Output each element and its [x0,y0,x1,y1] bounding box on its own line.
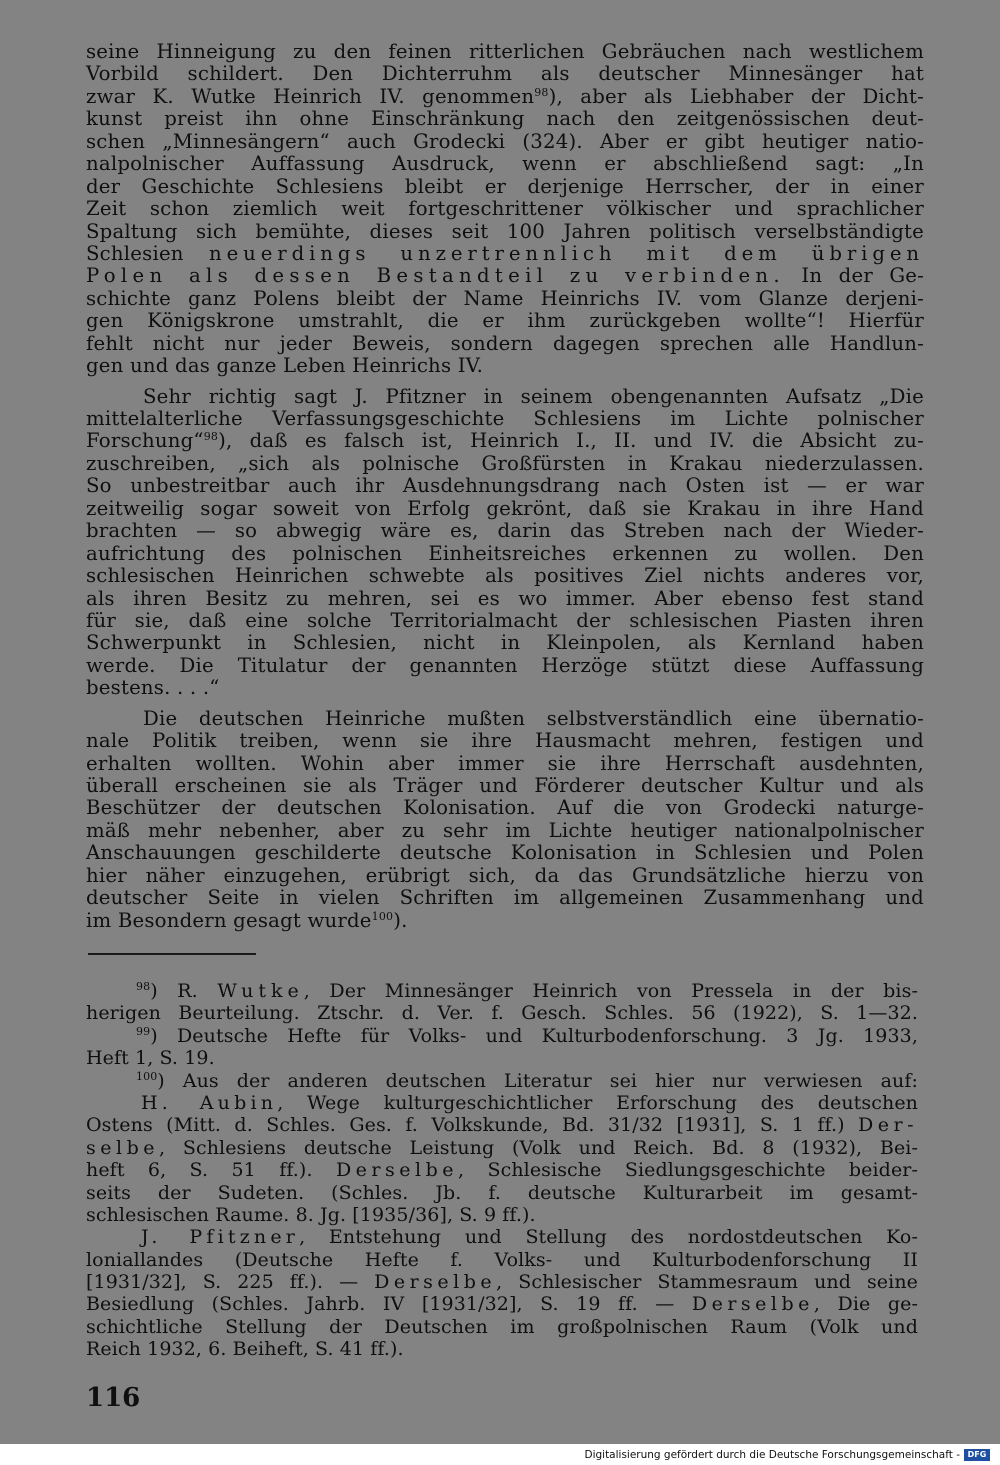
text-line: fehlt nicht nur jeder Beweis, sondern dagegen sprechen alle Handlun- [86,331,924,355]
footnote-line: loniallandes (Deutsche Hefte f. Volks- und Kulturbodenforschung II [86,1248,918,1271]
text-line: Sehr richtig sagt J. Pfitzner in seinem obengenannten Aufsatz „Die [143,384,924,408]
text-line: zwar K. Wutke Heinrich IV. genommen$^{98}$), aber als Liebhaber der Dicht- [86,84,924,108]
footnote-line: schlesischen Raume. 8. Jg. [1935/36], S. 9 ff.). [86,1203,536,1226]
footnote-line: herigen Beurteilung. Ztschr. d. Ver. f. Gesch. Schles. 56 (1922), S. 1—32. [86,1002,918,1025]
text-line: Beschützer der deutschen Kolonisation. Auf die von Grodecki naturge- [86,796,924,820]
footnote-line: seits der Sudeten. (Schles. Jb. f. deutsche Kulturarbeit im gesamt- [86,1181,918,1204]
dfg-logo[interactable]: DFG [964,1449,990,1461]
footnote-line: J. Pfitzner, Entstehung und Stellung des nordostdeutschen Ko- [141,1226,918,1249]
text-line: Forschung“$^{98}$), daß es falsch ist, Heinrich I., II. und IV. die Absicht zu- [86,429,924,453]
footnote-line: heft 6, S. 51 ff.). Derselbe, Schlesische Siedlungsgeschichte beider- [86,1159,918,1182]
page-number: 116 [86,1383,141,1413]
text-line: hier näher einzugehen, erübrigt sich, da das Grundsätzliche hierzu von [86,863,924,887]
text-line: kunst preist ihn ohne Einschränkung nach den zeitgenössischen deut- [86,107,924,131]
footnote-line: Heft 1, S. 19. [86,1047,215,1070]
footnote-line: Besiedlung (Schles. Jahrb. IV [1931/32], S. 19 ff. — Derselbe, Die ge- [86,1293,918,1316]
text-line: bestens. . . .“ [86,676,220,700]
text-line: Schlesien neuerdings unzertrennlich mit dem übrigen [86,241,924,265]
text-line: schlesischen Heinrichen schwebte als positives Ziel nichts anderes vor, [86,564,924,588]
footnote-99: $^{99}$) Deutsche Hefte für Volks- und Kulturbodenforschung. 3 Jg. 1933, [136,1024,918,1047]
text-line: Schwerpunkt in Schlesien, nicht in Kleinpolen, als Kernland haben [86,631,924,655]
spaced-emphasis: neuerdings unzertrennlich mit dem übrigen [209,241,924,265]
text-line: Spaltung sich bemühte, dieses seit 100 Jahren politisch verselbständigte [86,219,924,243]
text-line: seine Hinneigung zu den feinen ritterlichen Gebräuchen nach westlichem [86,40,924,63]
text-line: für sie, daß eine solche Territorialmacht der schlesischen Piasten ihren [86,608,924,632]
text-line: schen „Minnesängern“ auch Grodecki (324). Aber er gibt heutiger natio- [86,129,924,153]
text-line: Anschauungen geschilderte deutsche Kolonisation in Schlesien und Polen [86,841,924,865]
footnote-98: $^{98}$) R. Wutke, Der Minnesänger Heinrich von Pressela in der bis- [136,980,918,1002]
text-line: überall erscheinen sie als Träger und Förderer deutscher Kultur und als [86,774,924,797]
spaced-emphasis: Polen als dessen Bestandteil zu verbinden. [86,264,785,288]
text-line: So unbestreitbar auch ihr Ausdehnungsdrang nach Osten ist — er war [86,474,924,498]
text-line: werde. Die Titulatur der genannten Herzöge stützt diese Auffassung [86,653,924,677]
text-line: aufrichtung des polnischen Einheitsreiches erkennen zu wollen. Den [86,541,924,565]
text-line: Polen als dessen Bestandteil zu verbinden. In der Ge- [86,264,924,288]
footnote-line: [1931/32], S. 225 ff.). — Derselbe, Schlesischer Stammesraum und seine [86,1271,918,1294]
footnote-ref-98[interactable]: 98 [203,430,219,444]
text-line: nale Politik treiben, wenn sie ihre Hausmacht mehren, festigen und [86,729,924,753]
text-line: schichte ganz Polens bleibt der Name Heinrichs IV. vom Glanze derjeni- [86,286,924,310]
body-text [86,41,924,932]
footnotes [86,980,918,1361]
text-line: Vorbild schildert. Den Dichterruhm als deutscher Minnesänger hat [86,62,924,86]
text-line: zuschreiben, „sich als polnische Großfürsten in Krakau niederzulassen. [86,451,924,475]
text-line: mäß mehr nebenher, aber zu sehr im Lichte heutiger nationalpolnischer [86,818,924,842]
footnote-line: schichtliche Stellung der Deutschen im großpolnischen Raum (Volk und [86,1315,918,1338]
footnote-line: H. Aubin, Wege kulturgeschichtlicher Erforschung des deutschen [141,1091,918,1114]
footnote-line: selbe, Schlesiens deutsche Leistung (Volk und Reich. Bd. 8 (1932), Bei- [86,1136,918,1159]
text-line: mittelalterliche Verfassungsgeschichte Schlesiens im Lichte polnischer [86,407,924,430]
footnote-100: $^{100}$) Aus der anderen deutschen Literatur sei hier nur verwiesen auf: [136,1069,918,1092]
footnote-separator [88,953,256,955]
text-line: nalpolnischer Auffassung Ausdruck, wenn er abschließend sagt: „In [86,152,924,176]
footnote-line: Reich 1932, 6. Beiheft, S. 41 ff.). [86,1338,404,1361]
text-line: zeitweilig sogar soweit von Erfolg gekrönt, daß sie Krakau in ihre Hand [86,496,924,520]
footnote-line: Ostens (Mitt. d. Schles. Ges. f. Volkskunde, Bd. 31/32 [1931], S. 1 ff.) Der- [86,1114,918,1137]
footnote-ref-98[interactable]: 98 [534,85,549,99]
digitization-credit: Digitalisierung gefördert durch die Deutsche Forschungsgemeinschaft - [584,1449,960,1461]
text-line: deutscher Seite in vielen Schriften im allgemeinen Zusammenhang und [86,886,924,910]
text-line: gen und das ganze Leben Heinrichs IV. [86,354,484,378]
text-line: im Besondern gesagt wurde$^{100}$). [86,908,408,932]
text-line: der Geschichte Schlesiens bleibt er derjenige Herrscher, der in einer [86,174,924,198]
text-line: gen Königskrone umstrahlt, die er ihm zurückgeben wollte“! Hierfür [86,309,924,333]
text-line: Die deutschen Heinriche mußten selbstverständlich eine übernatio- [143,706,924,730]
text-line: als ihren Besitz zu mehren, sei es wo immer. Aber ebenso fest stand [86,586,924,610]
footnote-ref-100[interactable]: 100 [371,909,394,923]
text-line: brachten — so abwegig wäre es, darin das Streben nach der Wieder- [86,519,924,543]
text-line: erhalten wollten. Wohin aber immer sie ihre Herrschaft ausdehnten, [86,751,924,775]
text-line: Zeit schon ziemlich weit fortgeschrittener völkischer und sprachlicher [86,197,924,221]
